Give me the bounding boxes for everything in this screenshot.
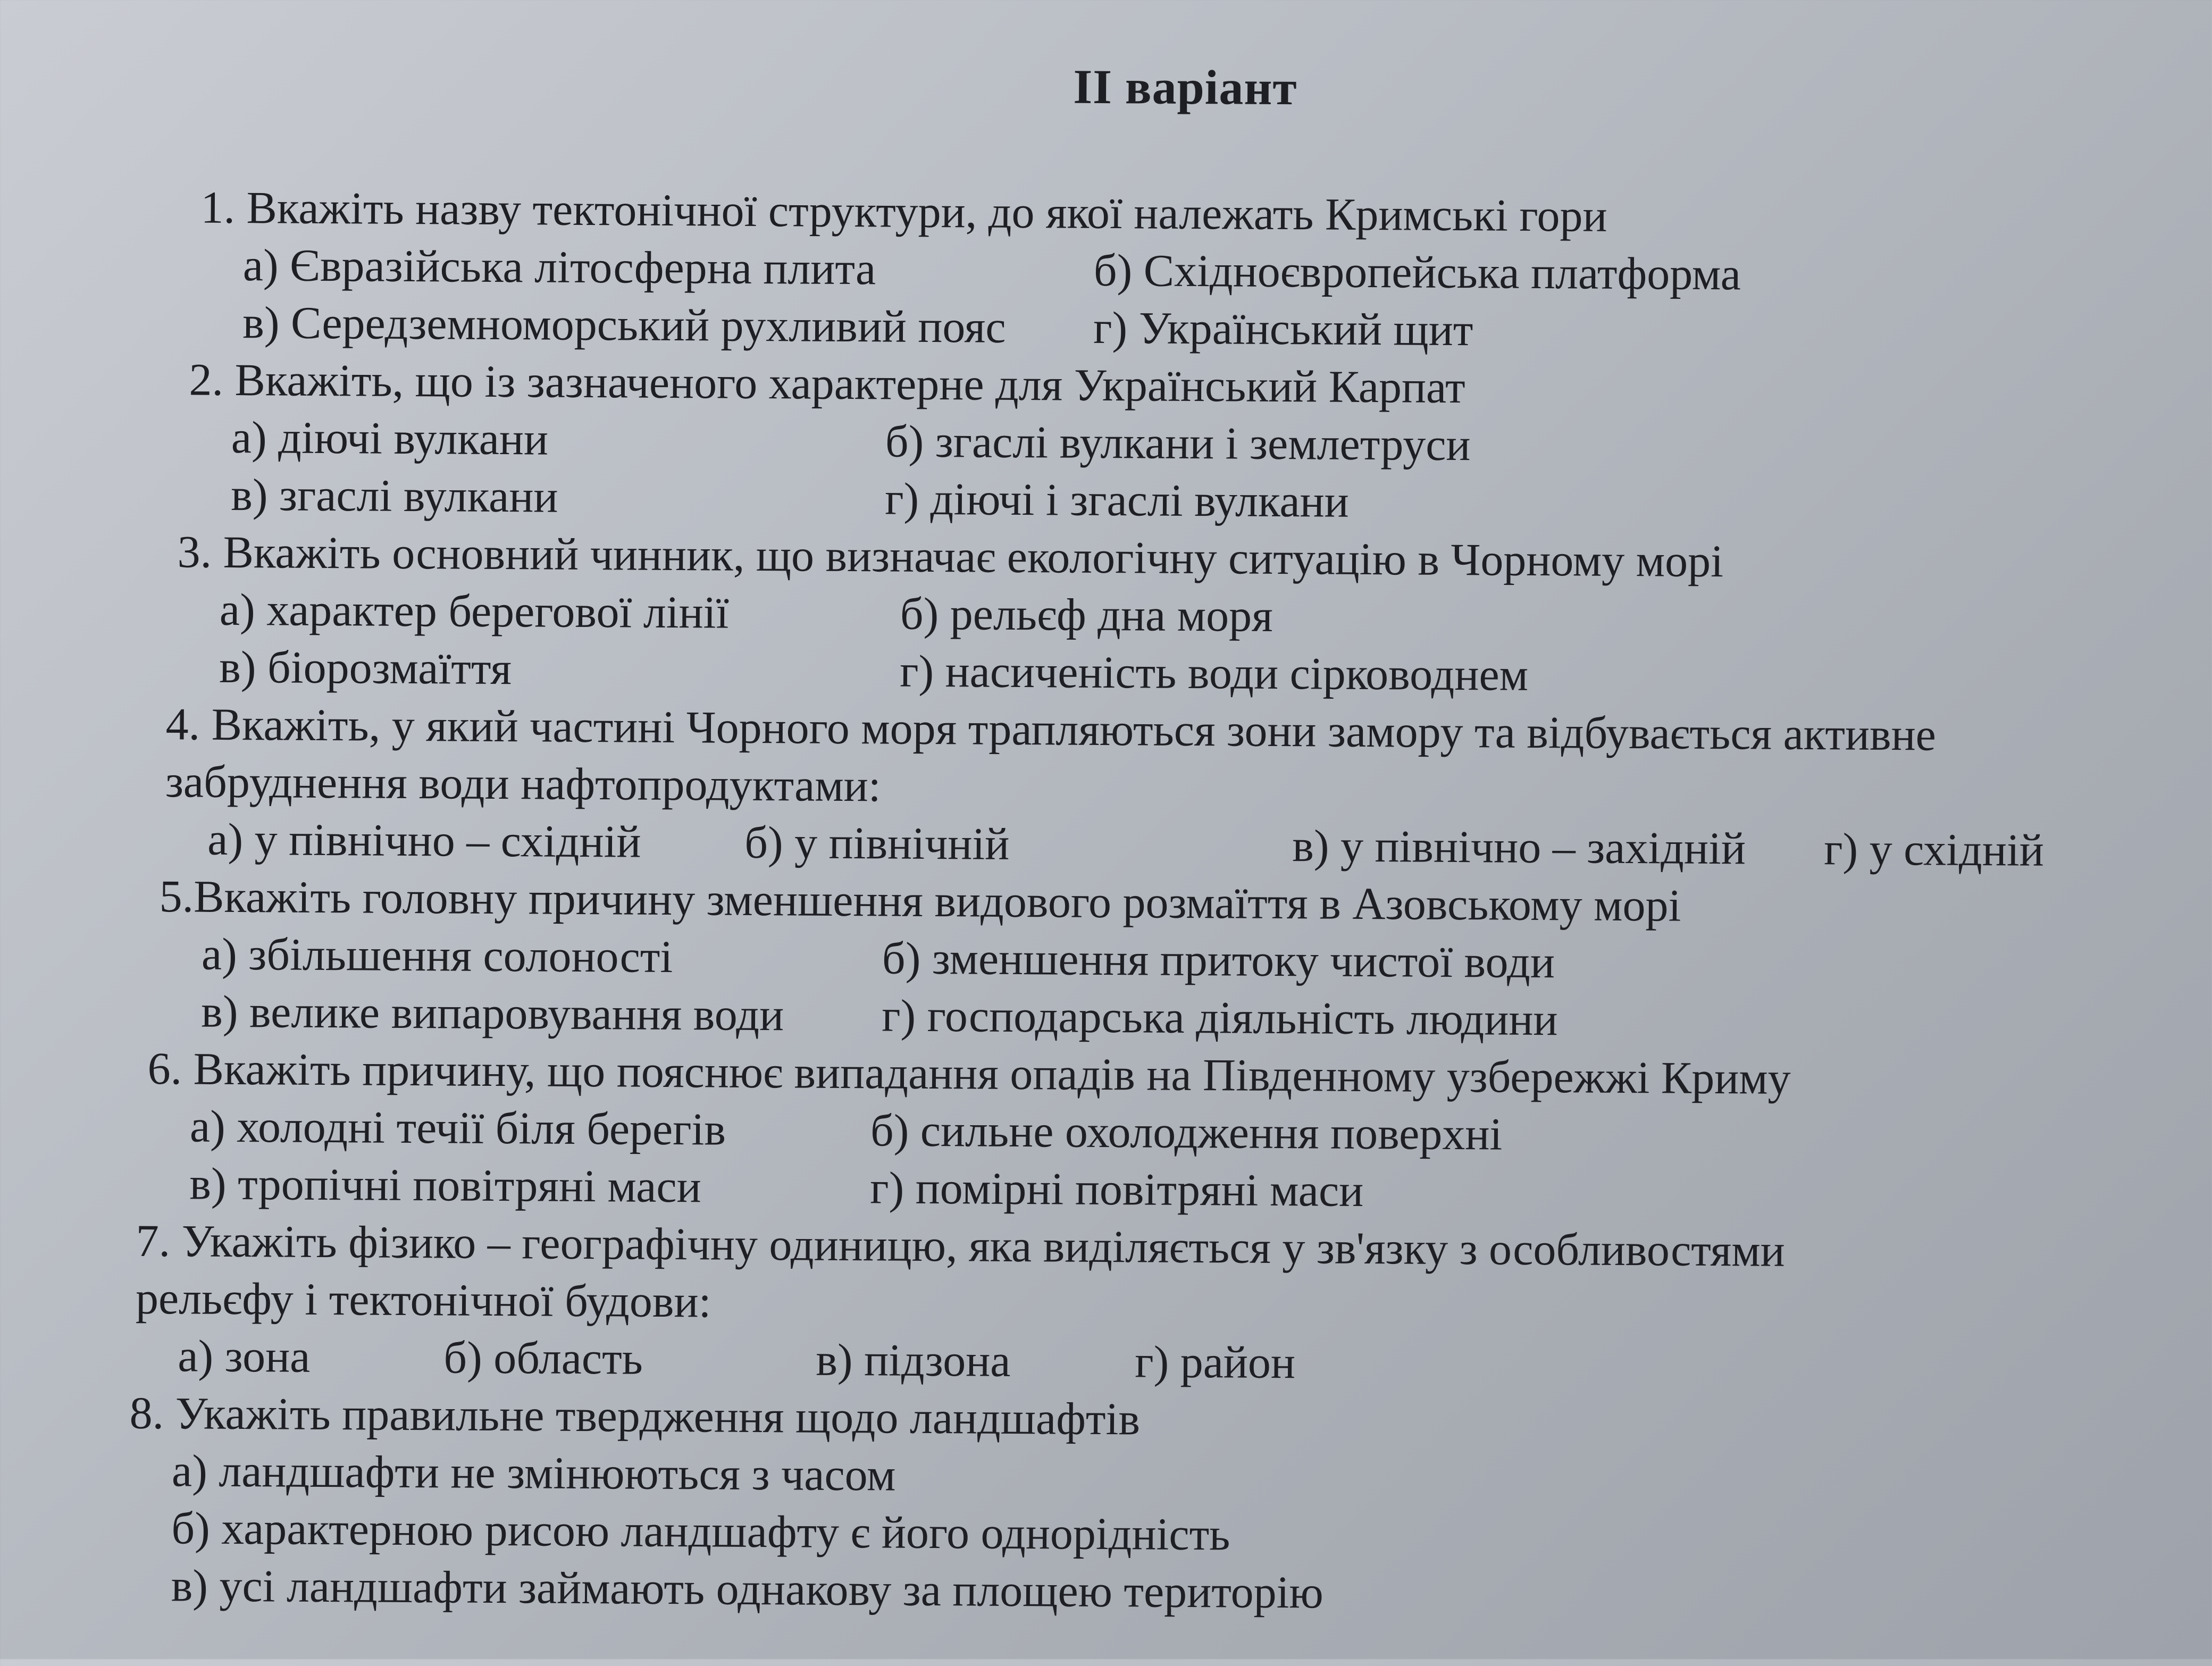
question-text: 4. Вкажіть, у який частині Чорного моря трапляються зони замору та відбувається активне [165,698,1937,760]
option-a: а) ландшафти не змінюються з часом [171,1445,896,1501]
option-v: в) велике випаровування води [201,985,784,1041]
question-text: 8. Укажіть правильне твердження щодо ландшафтів [129,1387,1141,1445]
option-b: б) згаслі вулкани і землетруси [885,415,1471,471]
option-a: а) зона [178,1330,311,1382]
question-4 [165,695,2165,880]
question-text: 6. Вкажіть причину, що пояснює випадання опадів на Південному узбережжі Криму [147,1043,1791,1104]
question-text: 3. Вкажіть основний чинник, що визначає екологічну ситуацію в Чорному морі [177,526,1724,587]
option-g: г) господарська діяльність людини [882,990,1558,1045]
option-g: г) помірні повітряні маси [870,1162,1364,1216]
option-b: б) область [443,1332,643,1384]
option-g: г) діючі і згаслі вулкани [884,473,1350,527]
option-b: б) Східноєвропейська платформа [1093,244,1741,300]
option-a: а) холодні течії біля берегів [189,1100,726,1155]
question-8 [128,1384,2161,1626]
option-a: а) у північно – східній [207,813,641,867]
option-g: г) у східній [1823,823,2045,876]
question-text: 7. Укажіть фізико – географічну одиницю, яка виділяється у зв'язку з особливостями [136,1215,1786,1276]
option-b: б) у північній [744,816,1010,869]
option-a: а) характер берегової лінії [219,583,729,638]
option-v: в) тропічні повітряні маси [189,1158,701,1212]
option-v: в) згаслі вулкани [230,468,558,522]
question-6 [147,1040,2163,1224]
question-2 [188,350,2167,535]
option-b: б) характерною рисою ландшафту є його однорідність [171,1502,1230,1560]
option-b: б) зменшення притоку чистої води [882,932,1555,988]
option-a: а) діючі вулкани [231,411,549,465]
page-title: II варіант [1073,59,1297,115]
option-v: в) біорозмаїття [219,641,512,694]
option-g: г) Український щит [1093,302,1473,356]
question-7 [135,1212,2162,1396]
option-g: г) насиченість води сірководнем [899,645,1529,700]
option-b: б) сильне охолодження поверхні [870,1104,1503,1160]
option-g: г) район [1135,1336,1296,1388]
question-5 [158,867,2164,1052]
question-text: 1. Вкажіть назву тектонічної структури, до якої належать Кримські гори [200,181,1607,241]
question-text-continued: рельєфу і тектонічної будови: [135,1272,711,1327]
question-text-continued: забруднення води нафтопродуктами: [165,756,881,811]
question-3 [177,523,2166,707]
options-row [171,1556,2160,1626]
option-v: в) усі ландшафти займають однакову за площею територію [171,1560,1324,1618]
question-text: 5.Вкажіть головну причину зменшення видового розмаїття в Азовському морі [159,870,1681,931]
option-v: в) підзона [816,1334,1011,1386]
question-text: 2. Вкажіть, що із зазначеного характерне для Український Карпат [189,354,1465,413]
question-1 [200,179,2168,363]
option-v: в) Середземноморський рухливий пояс [242,297,1006,353]
option-a: а) Євразійська літосферна плита [242,239,876,295]
option-a: а) збільшення солоності [201,928,673,983]
option-b: б) рельєф дна моря [900,588,1273,641]
option-v: в) у північно – західній [1292,820,1746,874]
